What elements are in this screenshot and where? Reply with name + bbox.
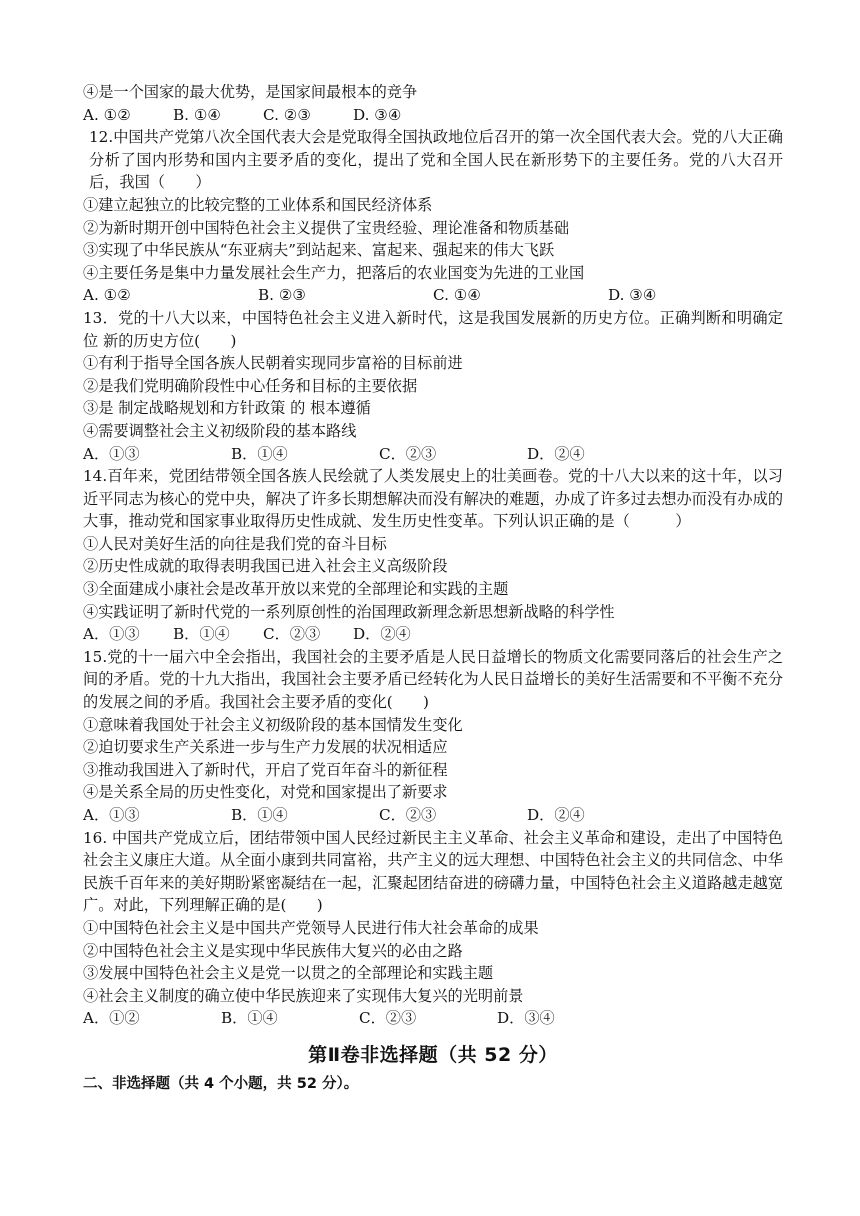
section-2-subtitle: 二、非选择题（共 4 个小题，共 52 分）。 [83, 1075, 359, 1092]
q12-item-2: ②为新时期开创中国特色社会主义提供了宝贵经验、理论准备和物质基础 [83, 218, 569, 237]
exam-content [83, 81, 783, 1097]
section-2-title: 第Ⅱ卷非选择题（共 52 分） [308, 1043, 558, 1066]
q13-stem: 13．党的十八大以来，中国特色社会主义进入新时代，这是我国发展新的历史方位。正确判断和明确定位 新的历史方位( ) [83, 308, 783, 350]
q11-item-4: ④是一个国家的最大优势，是国家间最根本的竞争 [83, 83, 418, 101]
q14-option-a[interactable]: A．①③ [83, 625, 140, 644]
q16-item-4: ④社会主义制度的确立使中华民族迎来了实现伟大复兴的光明前景 [83, 986, 524, 1005]
q15-option-b[interactable]: B．①④ [231, 806, 288, 824]
q13-item-1: ①有利于指导全国各族人民朝着实现同步富裕的目标前进 [83, 354, 463, 373]
q13-option-d[interactable]: D．②④ [527, 444, 585, 463]
q13-option-b[interactable]: B．①④ [231, 444, 288, 463]
q15-option-c[interactable]: C．②③ [379, 806, 437, 824]
q14-option-c[interactable]: C．②③ [263, 625, 321, 644]
q16-option-c[interactable]: C．②③ [359, 1009, 417, 1028]
q16-option-b[interactable]: B．①④ [221, 1009, 278, 1028]
q16-item-1: ①中国特色社会主义是中国共产党领导人民进行伟大社会革命的成果 [83, 918, 539, 937]
q16-stem: 16. 中国共产党成立后，团结带领中国人民经过新民主主义革命、社会主义革命和建设，走出了中国特色社会主义康庄大道。从全面小康到共同富裕，共产主义的远大理想、中国特色社会主义的共同信念、中华民族千百年来的美好期盼紧密凝结在一起，汇聚起团结奋进的磅礴力量，中国特色社会主义道路越走越宽广。对此，下列理解正确的是( ) [83, 828, 783, 915]
q15-item-1: ①意味着我国处于社会主义初级阶段的基本国情发生变化 [83, 715, 463, 734]
q15-option-d[interactable]: D．②④ [527, 806, 585, 824]
q15-item-2: ②迫切要求生产关系进一步与生产力发展的状况相适应 [83, 738, 448, 757]
q11-option-d[interactable]: D. ③④ [353, 105, 402, 124]
q12-option-d[interactable]: D. ③④ [608, 286, 657, 305]
q12-options [83, 284, 783, 307]
q14-option-b[interactable]: B．①④ [173, 625, 230, 644]
q13-options [83, 443, 783, 466]
q15-item-3: ③推动我国进入了新时代，开启了党百年奋斗的新征程 [83, 760, 448, 779]
q14-item-4: ④实践证明了新时代党的一系列原创性的治国理政新理念新思想新战略的科学性 [83, 602, 615, 621]
q12-option-b[interactable]: B. ②③ [258, 286, 307, 305]
q15-options [83, 804, 783, 827]
q11-option-a[interactable]: A. ①② [83, 105, 131, 124]
q13-item-2: ②是我们党明确阶段性中心任务和目标的主要依据 [83, 376, 418, 395]
q11-option-b[interactable]: B. ①④ [173, 105, 222, 124]
q11-option-c[interactable]: C. ②③ [263, 105, 311, 124]
q12-item-3: ③实现了中华民族从“东亚病夫”到站起来、富起来、强起来的伟大飞跃 [83, 241, 555, 260]
q16-item-2: ②中国特色社会主义是实现中华民族伟大复兴的必由之路 [83, 941, 463, 960]
q12-item-4: ④主要任务是集中力量发展社会生产力，把落后的农业国变为先进的工业国 [83, 263, 585, 282]
q16-option-a[interactable]: A．①② [83, 1009, 140, 1028]
q16-item-3: ③发展中国特色社会主义是党一以贯之的全部理论和实践主题 [83, 964, 494, 983]
q14-item-2: ②历史性成就的取得表明我国已进入社会主义高级阶段 [83, 557, 448, 576]
q15-stem: 15.党的十一届六中全会指出，我国社会的主要矛盾是人民日益增长的物质文化需要同落后的社会生产之间的矛盾。党的十九大指出，我国社会主要矛盾已经转化为人民日益增长的美好生活需要和不平衡不充分的发展之间的矛盾。我国社会主要矛盾的变化( ) [83, 647, 783, 712]
q12-item-1: ①建立起独立的比较完整的工业体系和国民经济体系 [83, 195, 433, 214]
q14-stem: 14.百年来，党团结带领全国各族人民绘就了人类发展史上的壮美画卷。党的十八大以来的这十年，以习近平同志为核心的党中央，解决了许多长期想解决而没有解决的难题，办成了许多过去想办而没有办成的大事，推动党和国家事业取得历史性成就、发生历史性变革。下列认识正确的是（ ） [83, 467, 783, 531]
q13-item-4: ④需要调整社会主义初级阶段的基本路线 [83, 421, 357, 440]
q15-item-4: ④是关系全局的历史性变化，对党和国家提出了新要求 [83, 783, 448, 802]
q16-options [83, 1007, 783, 1030]
q13-item-3: ③是 制定战略规划和方针政策 的 根本遵循 [83, 399, 371, 418]
q12-option-a[interactable]: A. ①② [83, 286, 131, 305]
q12-stem: 12.中国共产党第八次全国代表大会是党取得全国执政地位后召开的第一次全国代表大会。党的八大正确分析了国内形势和国内主要矛盾的变化，提出了党和全国人民在新形势下的主要任务。党的八大召开后，我国（ ） [89, 128, 783, 192]
q11-options [83, 104, 783, 127]
q14-option-d[interactable]: D．②④ [353, 625, 411, 644]
q13-option-c[interactable]: C．②③ [379, 444, 437, 463]
q15-option-a[interactable]: A．①③ [83, 806, 140, 824]
q14-item-3: ③全面建成小康社会是改革开放以来党的全部理论和实践的主题 [83, 580, 509, 599]
q16-option-d[interactable]: D．③④ [497, 1009, 555, 1028]
q14-item-1: ①人民对美好生活的向往是我们党的奋斗目标 [83, 534, 387, 553]
q14-options [83, 623, 783, 646]
q12-option-c[interactable]: C. ①④ [433, 286, 481, 305]
q13-option-a[interactable]: A．①③ [83, 444, 140, 463]
